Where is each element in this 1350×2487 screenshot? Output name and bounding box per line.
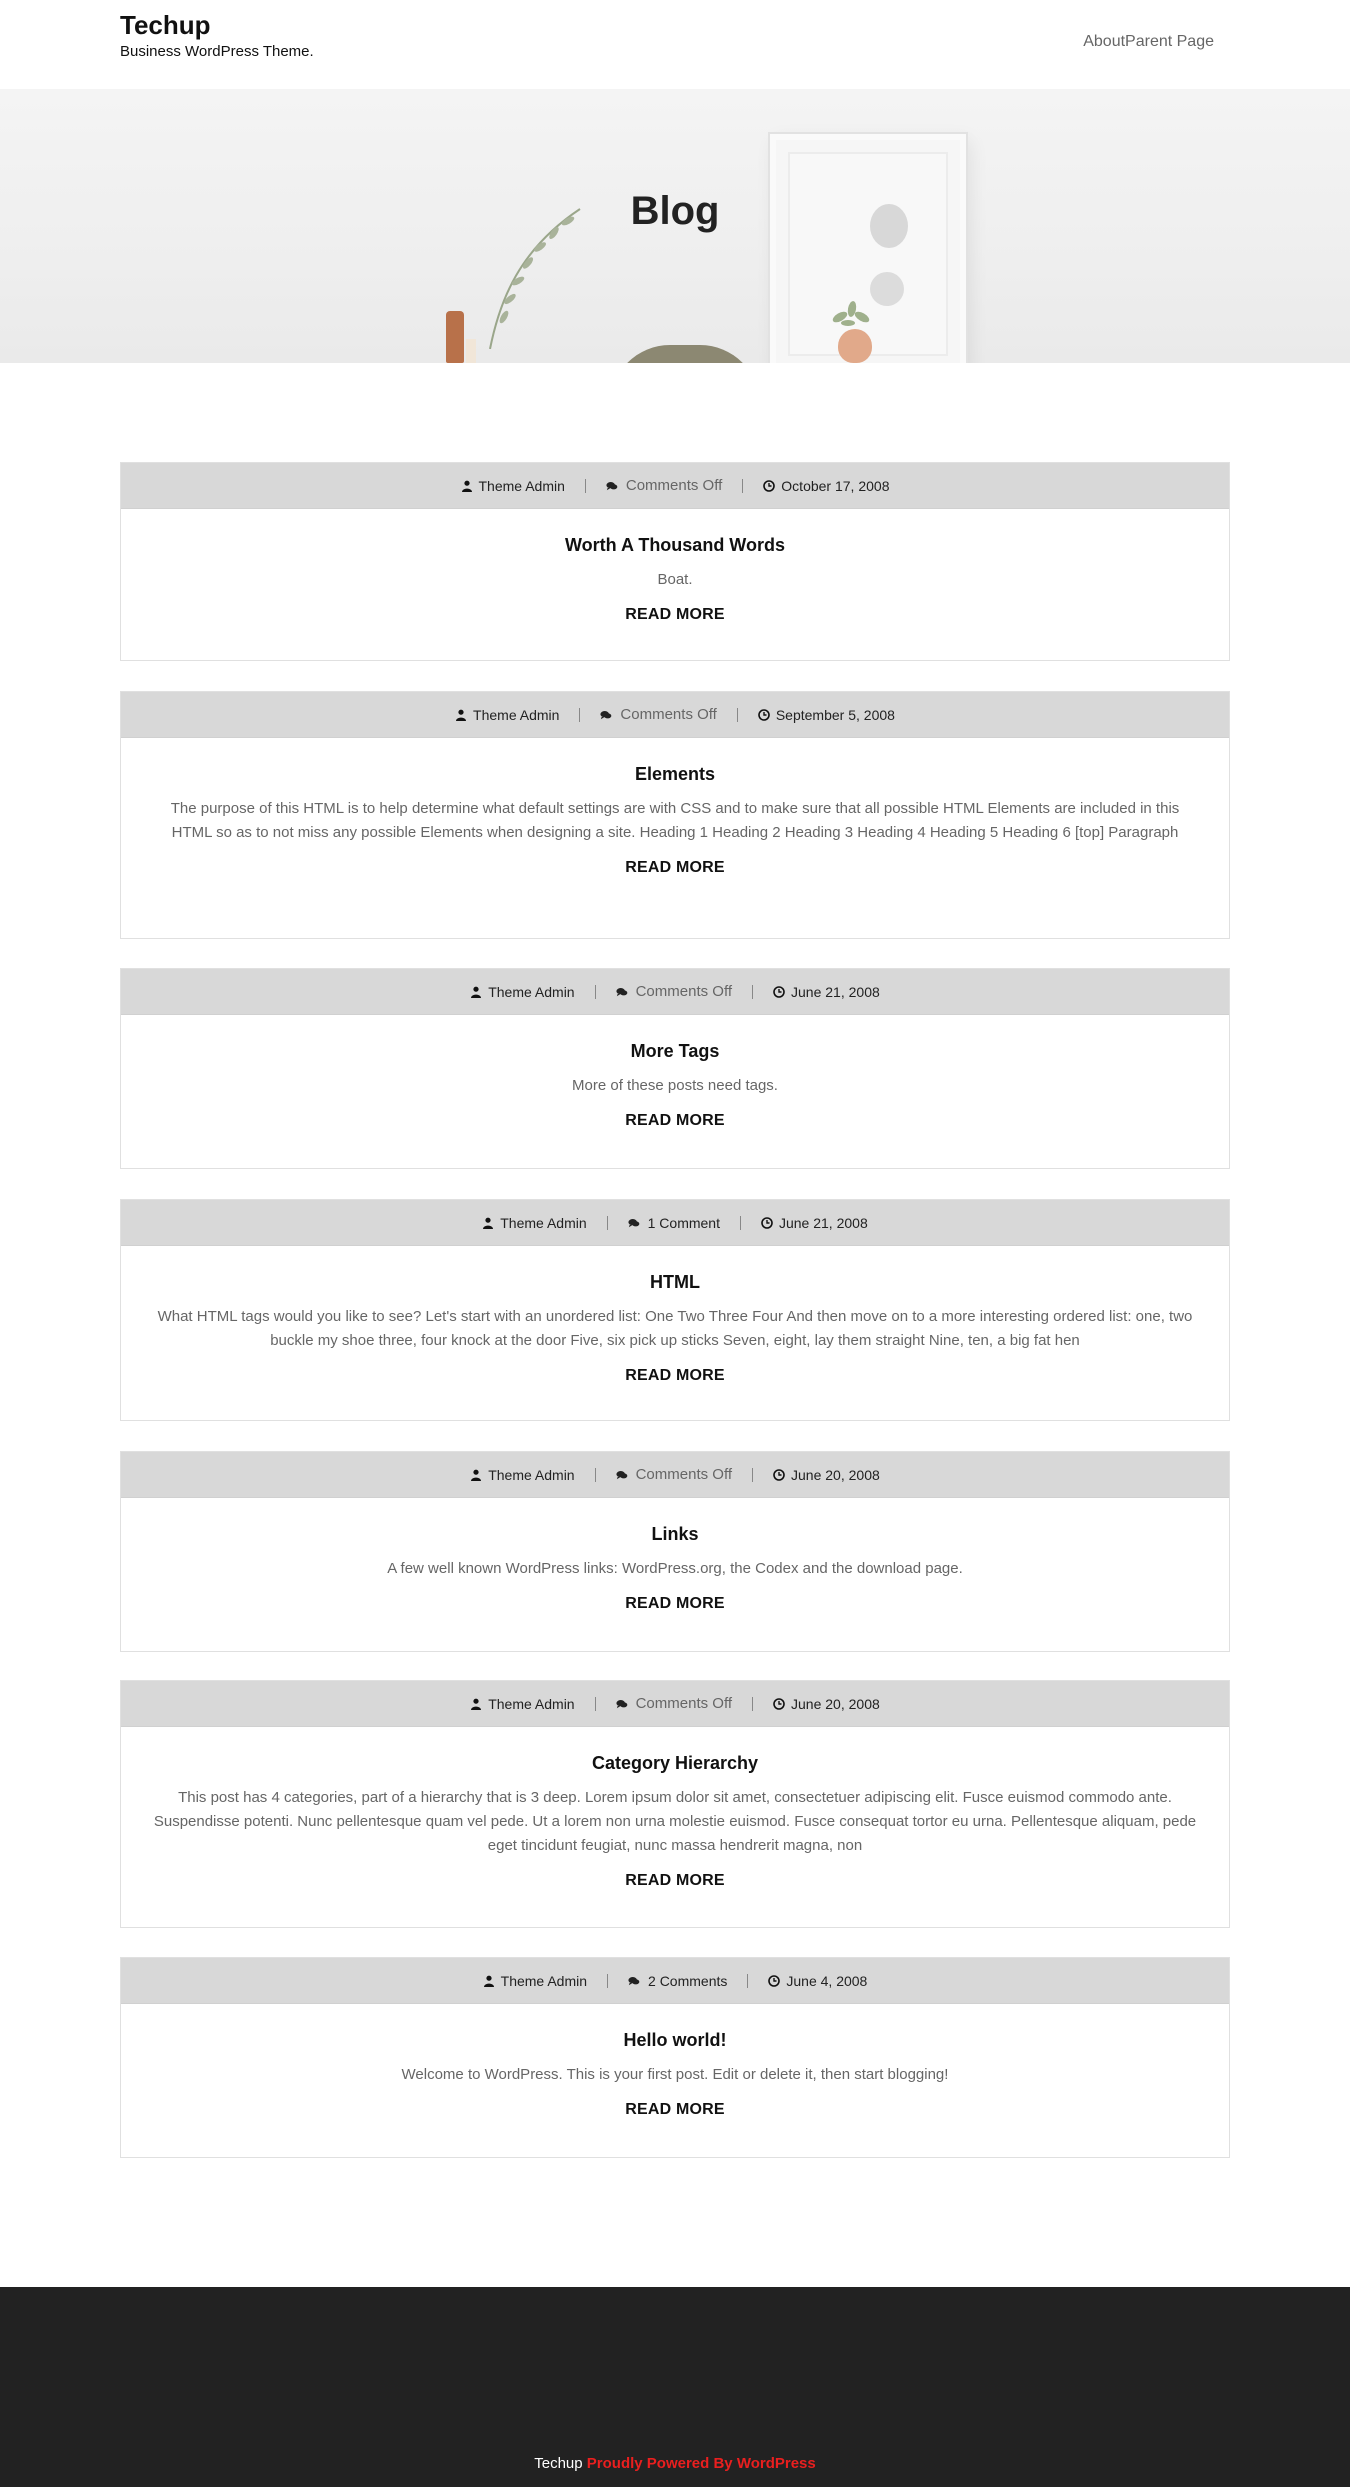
user-icon — [470, 986, 482, 998]
meta-divider — [740, 1216, 741, 1230]
clock-icon — [763, 480, 775, 492]
read-more-link[interactable]: READ MORE — [625, 606, 725, 623]
flower-pot-decoration — [838, 329, 872, 363]
comments-icon — [628, 1217, 642, 1229]
main-nav — [1083, 33, 1214, 51]
nav-item-about[interactable]: About — [1083, 33, 1126, 50]
post-card — [120, 1957, 1230, 2158]
page-hero — [0, 89, 1350, 363]
post-title[interactable]: More Tags — [630, 1041, 720, 1061]
post-date-text[interactable]: June 4, 2008 — [786, 1972, 868, 1989]
nav-item-parent-page[interactable]: Parent Page — [1125, 33, 1214, 50]
meta-divider — [595, 1468, 596, 1482]
chair-decoration — [610, 345, 760, 363]
clock-icon — [773, 986, 785, 998]
post-title[interactable]: Category Hierarchy — [591, 1753, 759, 1773]
user-icon — [470, 1469, 482, 1481]
site-tagline: Business WordPress Theme. — [120, 43, 314, 60]
post-comments-text[interactable]: 2 Comments — [648, 1972, 728, 1989]
post-comments — [606, 477, 722, 494]
meta-divider — [752, 985, 753, 999]
post-meta — [121, 463, 1229, 509]
meta-divider — [585, 479, 586, 493]
post-author[interactable] — [482, 1215, 586, 1231]
meta-divider — [579, 708, 580, 722]
post-title[interactable]: Elements — [634, 764, 716, 784]
post-author-name[interactable]: Theme Admin — [488, 1695, 575, 1712]
comments-icon — [606, 480, 620, 492]
read-more-link[interactable]: READ MORE — [625, 1595, 725, 1612]
post-author-name[interactable]: Theme Admin — [488, 983, 575, 1000]
clock-icon — [773, 1469, 785, 1481]
read-more-link[interactable]: READ MORE — [625, 2101, 725, 2118]
post-excerpt: More of these posts need tags. — [572, 1077, 778, 1094]
post-date[interactable] — [773, 1696, 880, 1712]
post-excerpt: The purpose of this HTML is to help determine what default settings are with CSS and to make sure that all possible HTML Elements are included in this HTML so as to not miss any possible Elements when designing a site. Heading 1 Heading 2 Heading 3 Heading 4 Heading 5 Heading 6 [top] Paragraph — [170, 800, 1180, 841]
post-date-text[interactable]: June 21, 2008 — [778, 1214, 868, 1231]
user-icon — [482, 1217, 494, 1229]
post-meta — [121, 1958, 1229, 2004]
meta-divider — [595, 1697, 596, 1711]
site-header — [0, 0, 1350, 89]
meta-divider — [607, 1974, 608, 1988]
read-more-link[interactable]: READ MORE — [625, 1112, 725, 1129]
read-more-link[interactable]: READ MORE — [625, 859, 725, 876]
post-meta — [121, 1452, 1229, 1498]
post-card — [120, 1680, 1230, 1928]
user-icon — [461, 480, 473, 492]
post-body — [121, 1041, 1229, 1154]
footer-credit-link[interactable]: Proudly Powered By WordPress — [586, 2455, 816, 2472]
post-comments[interactable] — [628, 1973, 727, 1989]
post-author[interactable] — [470, 984, 574, 1000]
post-author-name[interactable]: Theme Admin — [488, 1466, 575, 1483]
post-date[interactable] — [773, 984, 880, 1000]
post-author-name[interactable]: Theme Admin — [500, 1972, 588, 1989]
post-date[interactable] — [761, 1215, 868, 1231]
comments-icon — [628, 1975, 642, 1987]
clock-icon — [773, 1698, 785, 1710]
post-comments[interactable] — [628, 1215, 720, 1231]
meta-divider — [752, 1468, 753, 1482]
post-date-text[interactable]: June 20, 2008 — [791, 1695, 880, 1712]
post-card — [120, 1451, 1230, 1652]
meta-divider — [607, 1216, 608, 1230]
post-comments-text: Comments Off — [625, 477, 723, 494]
post-comments — [600, 706, 716, 723]
meta-divider — [747, 1974, 748, 1988]
post-comments — [616, 1466, 732, 1483]
post-title[interactable]: HTML — [650, 1272, 700, 1292]
post-excerpt: This post has 4 categories, part of a hierarchy that is 3 deep. Lorem ipsum dolor sit amet, consectetuer adipiscing elit. Fusce euismod commodo ante. Suspendisse potenti. Nunc pellentesque quam vel pede. Ut a lorem non urna molestie euismod. Fusce consequat tortor eu urna. Pellentesque aliquam, pede eget tincidunt feugiat, nunc massa hendrerit magna, non — [153, 1789, 1197, 1854]
post-excerpt: A few well known WordPress links: WordPress.org, the Codex and the download page. — [387, 1560, 963, 1577]
post-comments-text: Comments Off — [620, 706, 717, 723]
post-author[interactable] — [455, 707, 559, 723]
post-date-text[interactable]: June 21, 2008 — [791, 983, 880, 1000]
site-footer — [0, 2287, 1350, 2487]
meta-divider — [595, 985, 596, 999]
post-card — [120, 1199, 1230, 1421]
post-title[interactable]: Worth A Thousand Words — [565, 535, 785, 555]
site-title[interactable]: Techup — [120, 10, 211, 40]
post-meta — [121, 692, 1229, 738]
post-date-text[interactable]: October 17, 2008 — [781, 477, 890, 494]
clock-icon — [768, 1975, 780, 1987]
post-excerpt: Boat. — [657, 571, 693, 588]
post-date[interactable] — [758, 707, 895, 723]
read-more-link[interactable]: READ MORE — [625, 1367, 725, 1384]
post-body — [121, 2030, 1229, 2143]
post-author-name[interactable]: Theme Admin — [500, 1214, 587, 1231]
post-comments-text[interactable]: 1 Comment — [647, 1214, 720, 1231]
post-body — [121, 1753, 1229, 1914]
candle-decoration — [466, 339, 476, 363]
post-body — [121, 1272, 1229, 1409]
vase-decoration — [446, 311, 464, 363]
post-comments — [616, 983, 732, 1000]
post-body — [121, 1524, 1229, 1637]
post-body — [121, 764, 1229, 901]
post-date-text[interactable]: September 5, 2008 — [775, 706, 895, 723]
post-card — [120, 462, 1230, 661]
footer-site-name: Techup — [534, 2455, 583, 2472]
meta-divider — [742, 479, 743, 493]
post-date[interactable] — [768, 1973, 867, 1989]
post-date-text[interactable]: June 20, 2008 — [791, 1466, 880, 1483]
post-author[interactable] — [483, 1973, 587, 1989]
user-icon — [455, 709, 467, 721]
read-more-link[interactable]: READ MORE — [625, 1872, 725, 1889]
post-title[interactable]: Links — [651, 1524, 699, 1544]
post-date[interactable] — [773, 1467, 880, 1483]
post-card — [120, 691, 1230, 939]
post-card — [120, 968, 1230, 1169]
post-body — [121, 535, 1229, 648]
footer-credit — [0, 2455, 1350, 2472]
post-excerpt: What HTML tags would you like to see? Let's start with an unordered list: One Two Three Four And then move on to a more interesting ordered list: one, two buckle my shoe three, four knock at the door Five, six pick up sticks Seven, eight, lay them straight Nine, ten, a big fat hen — [157, 1308, 1193, 1349]
clock-icon — [761, 1217, 773, 1229]
comments-icon — [616, 986, 630, 998]
meta-divider — [737, 708, 738, 722]
user-icon — [483, 1975, 495, 1987]
meta-divider — [752, 1697, 753, 1711]
post-author[interactable] — [470, 1467, 574, 1483]
comments-icon — [600, 709, 614, 721]
post-comments-text: Comments Off — [635, 1695, 733, 1712]
clock-icon — [758, 709, 770, 721]
post-meta — [121, 969, 1229, 1015]
post-excerpt: Welcome to WordPress. This is your first post. Edit or delete it, then start blogging! — [401, 2066, 949, 2083]
post-comments-text: Comments Off — [635, 1466, 733, 1483]
post-comments — [616, 1695, 732, 1712]
post-date[interactable] — [763, 478, 889, 494]
post-meta — [121, 1200, 1229, 1246]
post-author[interactable] — [470, 1696, 574, 1712]
post-author[interactable] — [461, 478, 565, 494]
user-icon — [470, 1698, 482, 1710]
page-title: Blog — [630, 189, 720, 233]
post-author-name[interactable]: Theme Admin — [478, 477, 565, 494]
comments-icon — [616, 1469, 630, 1481]
comments-icon — [616, 1698, 630, 1710]
post-comments-text: Comments Off — [635, 983, 733, 1000]
post-meta — [121, 1681, 1229, 1727]
post-title[interactable]: Hello world! — [623, 2030, 727, 2050]
post-author-name[interactable]: Theme Admin — [473, 706, 560, 723]
